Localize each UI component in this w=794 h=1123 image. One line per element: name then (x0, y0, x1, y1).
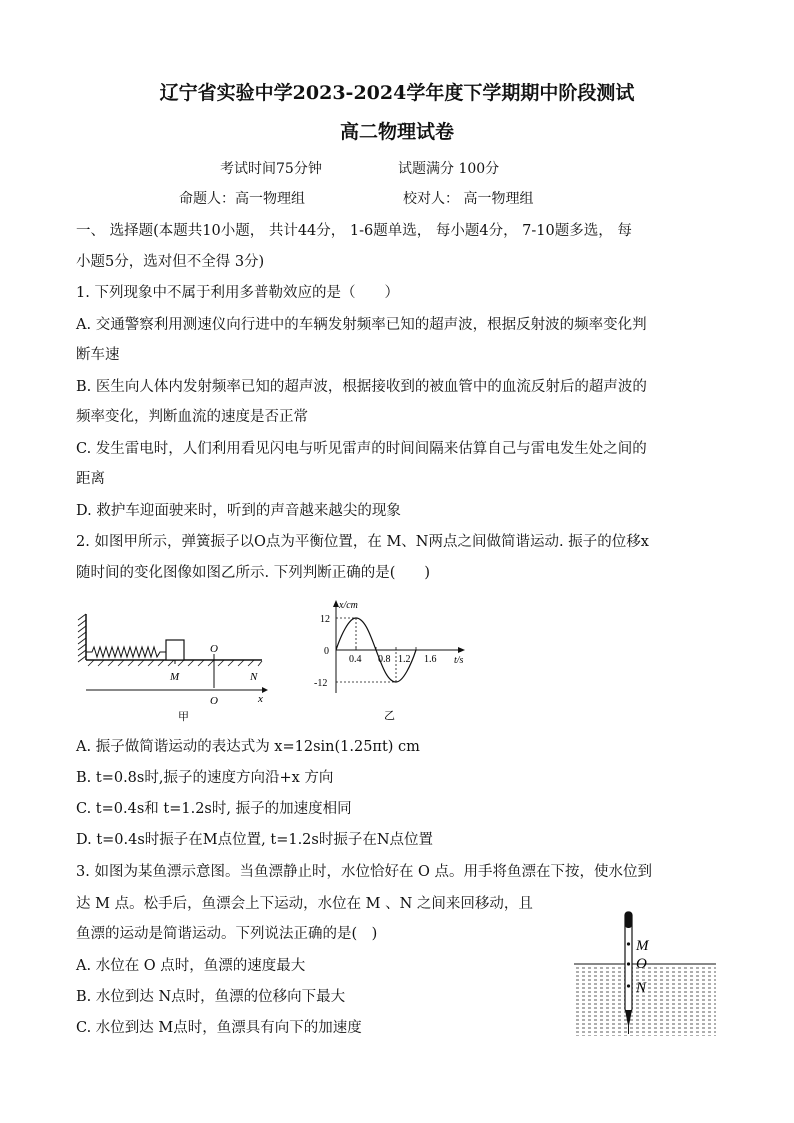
section-instructions-line1: 一、 选择题(本题共10小题， 共计44分， 1-6题单选， 每小题4分， 7-10题多选， 每 (76, 223, 632, 239)
fig-b-caption: 乙 (384, 710, 395, 722)
q3-stem-line3: 鱼漂的运动是简谐运动。下列说法正确的是( ) (76, 926, 378, 942)
label-o-top: O (210, 643, 218, 655)
author: 命题人：高一物理组 (179, 191, 305, 207)
fishing-float-figure (570, 906, 720, 1042)
q2-stem-line2: 随时间的变化图像如图乙所示. 下列判断正确的是( ) (76, 565, 431, 581)
y-tick-12: 12 (320, 614, 330, 625)
q2-option-d: D. t=0.4s时振子在M点位置, t=1.2s时振子在N点位置 (76, 832, 434, 848)
y-tick-0: 0 (324, 646, 329, 657)
q2-option-b: B. t=0.8s时,振子的速度方向沿+x 方向 (76, 770, 334, 786)
x-tick-1.6: 1.6 (424, 654, 437, 665)
x-axis-label: t/s (454, 655, 464, 666)
float-label-n: N (636, 980, 647, 996)
reviewer: 校对人： 高一物理组 (403, 191, 534, 207)
q3-option-b: B. 水位到达 N点时，鱼漂的位移向下最大 (76, 989, 346, 1005)
fig-a-caption: 甲 (178, 711, 189, 723)
float-label-m: M (636, 938, 649, 954)
spring-oscillator-figure (74, 600, 274, 725)
full-score: 试题满分 100分 (398, 161, 500, 177)
q3-option-a: A. 水位在 O 点时，鱼漂的速度最大 (76, 958, 306, 974)
exam-subtitle: 高二物理试卷 (339, 121, 454, 143)
label-m: M (170, 671, 180, 683)
exam-time: 考试时间75分钟 (220, 161, 322, 177)
y-axis-label: x/cm (339, 600, 358, 611)
q1-option-c-line2: 距离 (76, 471, 105, 487)
section-instructions-line2: 小题5分，选对但不全得 3分) (76, 254, 265, 270)
q1-stem: 1. 下列现象中不属于利用多普勒效应的是（ ） (76, 285, 399, 301)
q3-stem-line1: 3. 如图为某鱼漂示意图。当鱼漂静止时，水位恰好在 O 点。用手将鱼漂在下按，使水位到 (76, 864, 653, 880)
q1-option-a-line1: A. 交通警察利用测速仪向行进中的车辆发射频率已知的超声波，根据反射波的频率变化判 (76, 317, 647, 333)
x-tick-1.2: 1.2 (398, 654, 411, 665)
label-x: x (258, 693, 263, 705)
q2-option-c: C. t=0.4s和 t=1.2s时, 振子的加速度相同 (76, 801, 352, 817)
x-tick-0.4: 0.4 (349, 654, 362, 665)
exam-title: 辽宁省实验中学2023-2024学年度下学期期中阶段测试 (159, 82, 635, 104)
float-label-o: O (636, 956, 647, 972)
q1-option-b-line1: B. 医生向人体内发射频率已知的超声波，根据接收到的被血管中的血流反射后的超声波的 (76, 379, 647, 395)
q1-option-b-line2: 频率变化，判断血流的速度是否正常 (76, 409, 308, 425)
q1-option-d: D. 救护车迎面驶来时，听到的声音越来越尖的现象 (76, 503, 401, 519)
q2-option-a: A. 振子做简谐运动的表达式为 x=12sin(1.25πt) cm (76, 739, 420, 755)
label-n: N (250, 671, 258, 683)
q1-option-c-line1: C. 发生雷电时，人们利用看见闪电与听见雷声的时间间隔来估算自己与雷电发生处之间的 (76, 441, 647, 457)
q3-option-c: C. 水位到达 M点时，鱼漂具有向下的加速度 (76, 1020, 362, 1036)
q1-option-a-line2: 断车速 (76, 347, 120, 363)
q2-stem-line1: 2. 如图甲所示，弹簧振子以O点为平衡位置，在 M、N两点之间做简谐运动. 振子的位移x (76, 534, 649, 550)
label-o-bottom: O (210, 695, 218, 707)
y-tick-neg12: -12 (314, 678, 328, 689)
x-tick-0.8: 0.8 (378, 654, 391, 665)
displacement-time-graph (308, 597, 478, 725)
q3-stem-line2: 达 M 点。松手后，鱼漂会上下运动，水位在 M 、N 之间来回移动，且 (76, 896, 533, 912)
